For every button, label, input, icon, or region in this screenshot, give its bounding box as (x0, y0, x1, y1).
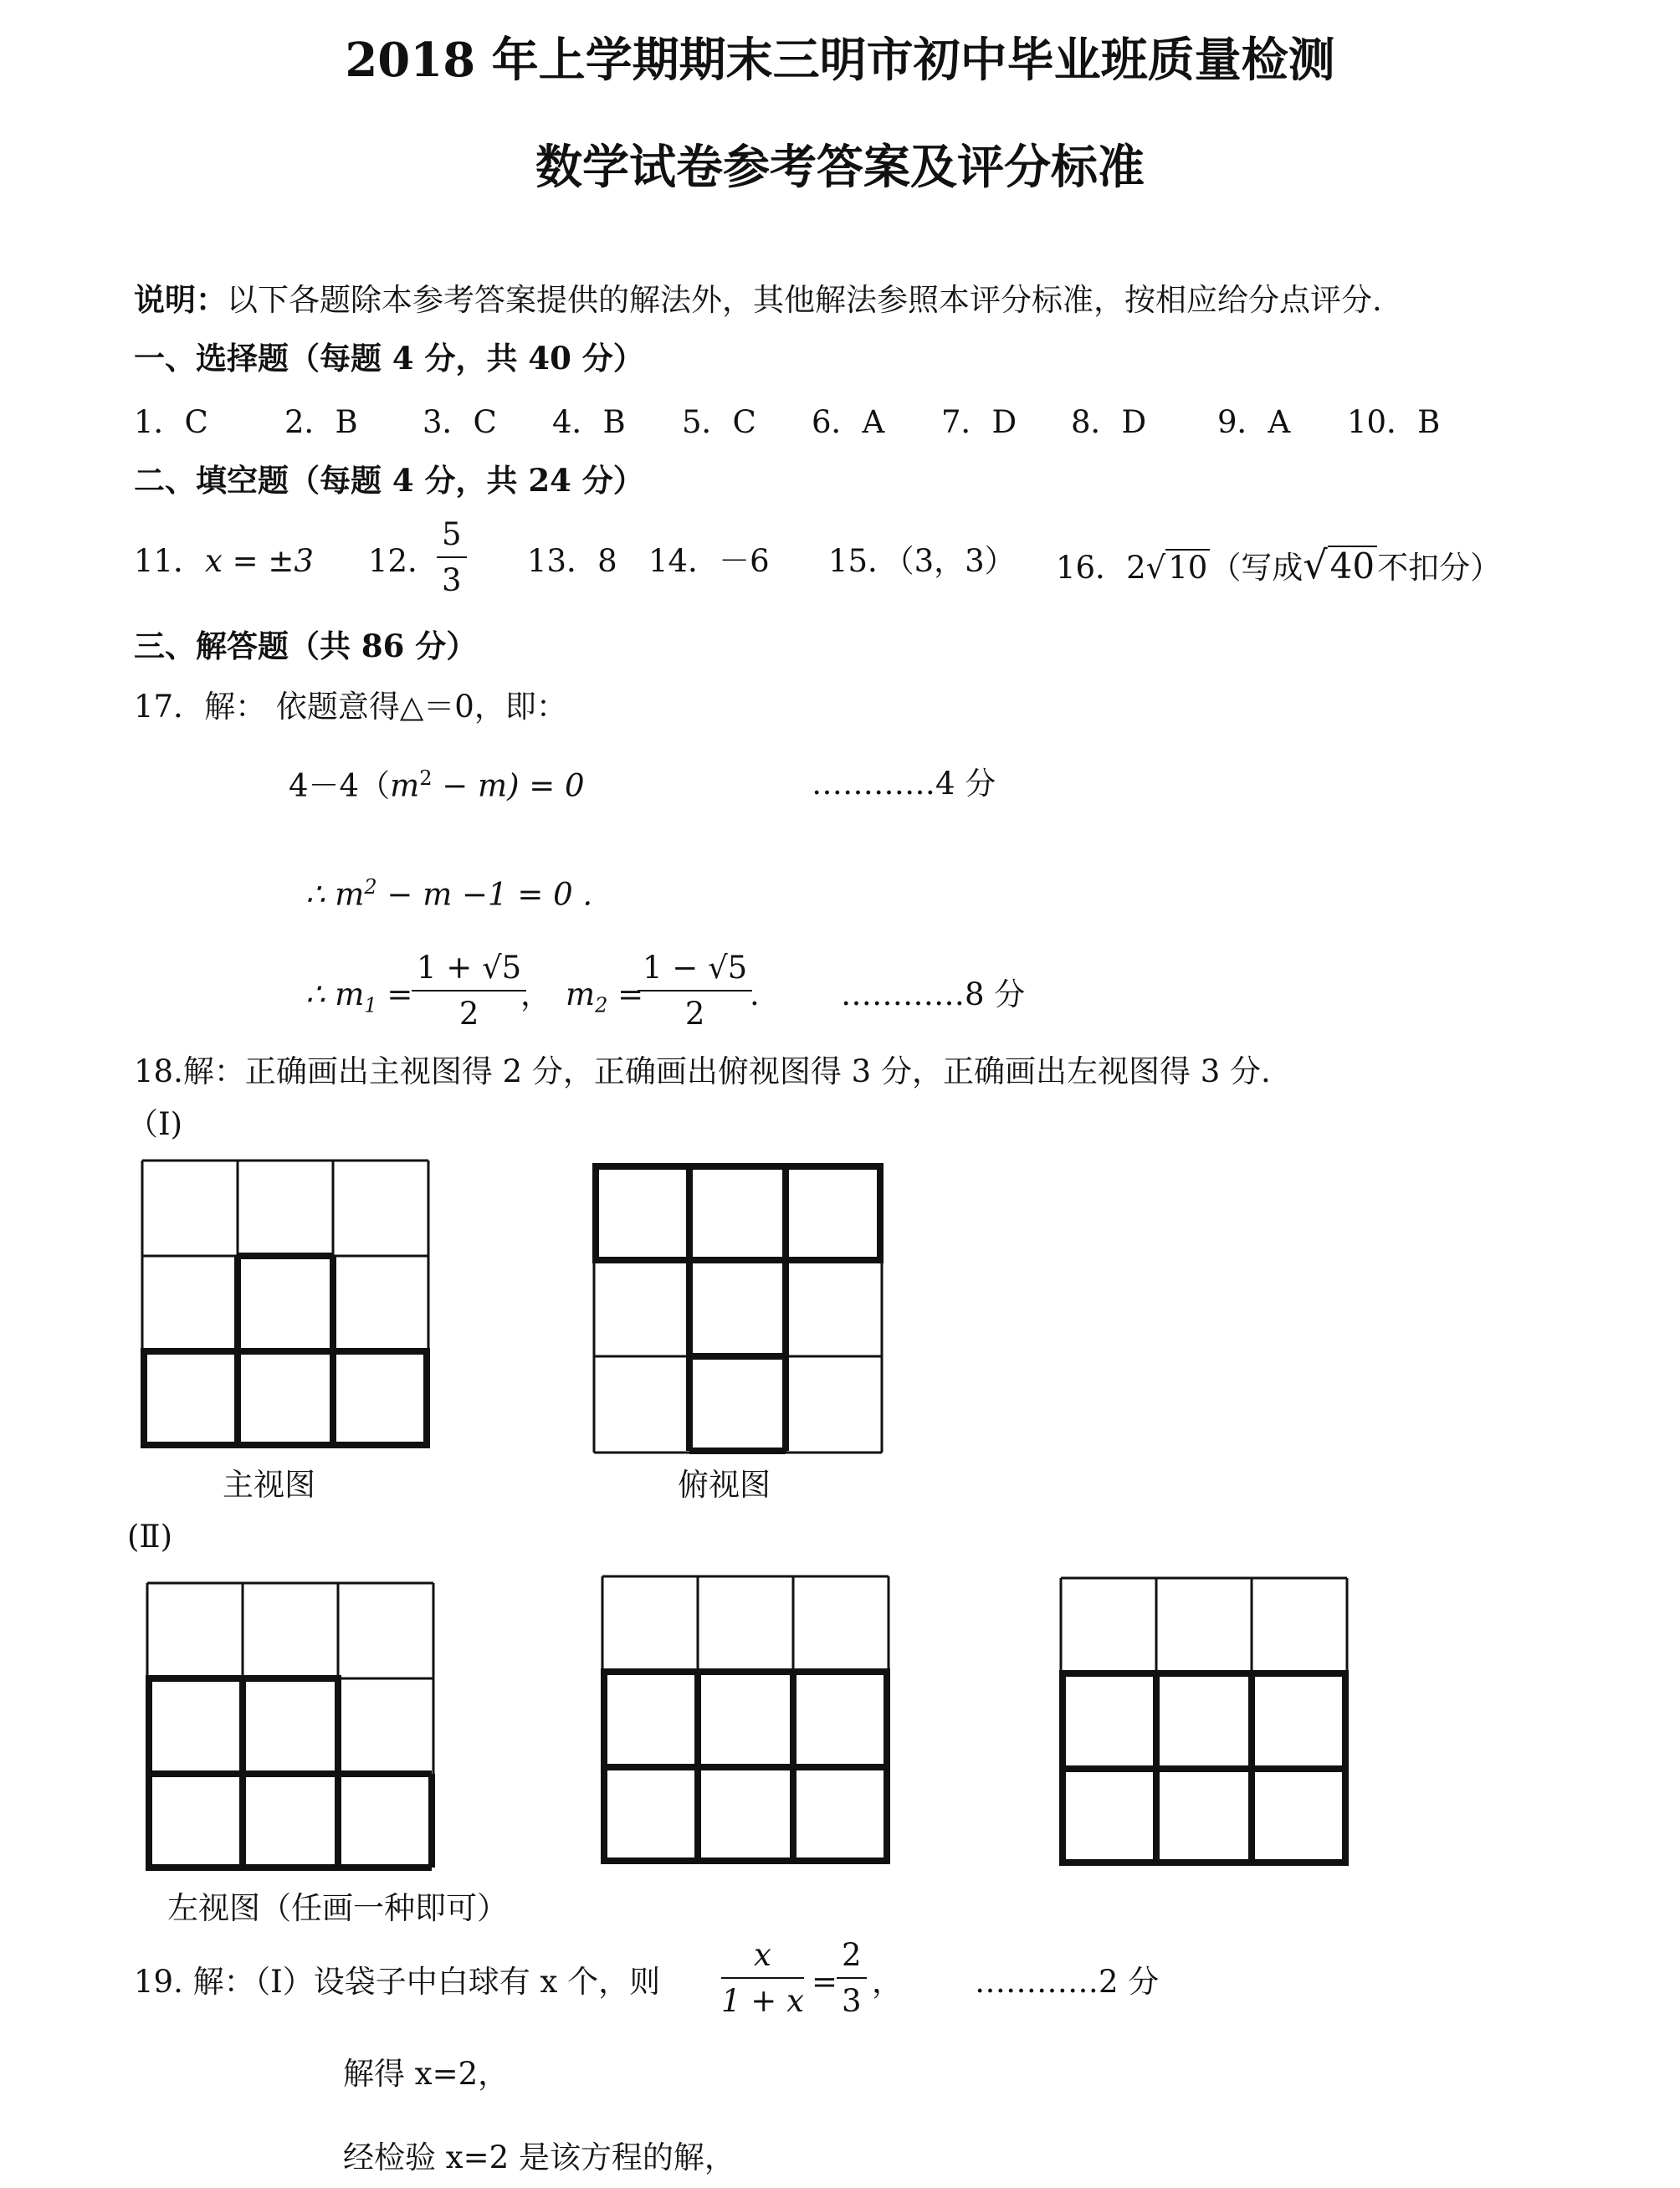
q17-eq3-sub2: 2 (595, 993, 608, 1017)
q18-part-2-label: (Ⅱ) (127, 1519, 173, 1555)
q17-eq1-m: m (390, 767, 420, 804)
page-title: 2018 年上学期期末三明市初中毕业班质量检测 (345, 33, 1335, 88)
q19-equals: = (812, 1964, 838, 2000)
top-view-caption: 俯视图 (678, 1467, 771, 1503)
q19-fraction-1 (721, 1937, 804, 2019)
choice-answer-6: 6．A (812, 404, 885, 440)
q17-eq3-denominator-2: 2 (684, 996, 705, 1032)
front-view-caption: 主视图 (223, 1467, 315, 1503)
q17-eq3-eq2: = (607, 976, 644, 1012)
q18-part-1-label: （Ⅰ) (127, 1106, 183, 1142)
q19-score: …………2 分 (975, 1964, 1160, 2000)
choice-answer-1: 1．C (134, 404, 208, 440)
q17-eq3-fraction-1 (412, 950, 526, 1032)
q17-eq3-period: . (750, 976, 760, 1012)
choice-answer-8: 8．D (1071, 404, 1147, 440)
q19-fraction-1-numerator: x (721, 1939, 804, 1979)
left-view-option-1 (146, 1581, 435, 1871)
q17-eq3-lhs (305, 976, 413, 1017)
note (134, 281, 1382, 318)
choice-answer-7: 7．D (941, 404, 1017, 440)
q17-eq1-pre: 4－4（ (289, 767, 391, 804)
q19-fraction-2-denominator: 3 (842, 1983, 862, 2019)
choice-answer-9: 9．A (1217, 404, 1291, 440)
q17-eq3-fraction-2 (638, 950, 752, 1032)
fill-q12-number: 12． (368, 543, 439, 579)
q19-comma: ， (872, 1964, 903, 2000)
fill-q13: 13．8 (527, 543, 617, 579)
q17-eq3-m1: ∴ m (305, 976, 365, 1012)
fill-q16-radicand: 10 (1165, 549, 1210, 583)
note-text: 以下各题除本参考答案提供的解法外，其他解法参照本评分标准，按相应给分点评分. (227, 282, 1382, 318)
q17-eq3-numerator-2: 1 − √5 (638, 952, 752, 992)
choice-answer-3: 3．C (423, 404, 497, 440)
q17-eq2-post: − m −1 = 0 . (376, 876, 593, 913)
q17-eq3-numerator-1: 1 + √5 (412, 952, 526, 992)
left-view-option-3 (1059, 1576, 1349, 1866)
q17-intro: 17．解： 依题意得△＝0，即： (134, 689, 567, 725)
q18-intro: 18.解：正确画出主视图得 2 分，正确画出俯视图得 3 分，正确画出左视图得 3 分. (134, 1053, 1271, 1089)
q17-equation-2 (305, 875, 593, 913)
fill-q16-note-pre: （写成 (1210, 550, 1304, 586)
fill-q11-number: 11． (134, 543, 205, 579)
fill-q14: 14．－6 (648, 543, 770, 579)
q17-score-2: …………8 分 (841, 976, 1026, 1012)
fill-q16-note-post: 不扣分） (1377, 550, 1502, 586)
page-subtitle: 数学试卷参考答案及评分标准 (535, 140, 1145, 195)
q17-eq2-exponent: 2 (364, 875, 377, 899)
fill-q16-coefficient: 2 (1126, 550, 1146, 586)
fill-q12-numerator: 5 (437, 519, 467, 558)
left-view-caption: 左视图（任画一种即可） (167, 1890, 508, 1926)
sqrt-sign-icon: √ (1145, 550, 1166, 586)
q17-eq3-comma: ， (520, 976, 551, 1012)
q17-eq2-pre: ∴ m (305, 876, 365, 913)
q17-eq3-m2: m (566, 976, 596, 1012)
q19-line-1: 19. 解：（Ⅰ）设袋子中白球有 x 个，则 (134, 1964, 661, 2000)
top-view-diagram (592, 1163, 885, 1456)
section3-heading: 三、解答题（共 86 分） (134, 628, 478, 664)
section2-heading: 二、填空题（每题 4 分，共 24 分） (134, 462, 644, 499)
q19-line-3: 经检验 x=2 是该方程的解， (343, 2139, 735, 2175)
fill-q16 (1056, 542, 1502, 587)
choice-answer-4: 4．B (552, 404, 626, 440)
choice-answer-10: 10．B (1347, 404, 1441, 440)
q17-equation-1 (289, 766, 585, 804)
q17-eq3-eq1: = (376, 976, 413, 1012)
section1-heading: 一、选择题（每题 4 分，共 40 分） (134, 340, 644, 377)
front-view-diagram (141, 1159, 430, 1448)
fill-q12-fraction (437, 516, 467, 598)
q19-line-2: 解得 x=2， (343, 2056, 510, 2092)
fill-q16-note-radicand: 40 (1328, 546, 1377, 584)
note-label: 说明： (134, 281, 227, 318)
sqrt-sign-icon-2: √ (1303, 542, 1328, 587)
q19-fraction-2 (837, 1937, 867, 2019)
q19-fraction-2-numerator: 2 (837, 1939, 867, 1979)
choice-answer-2: 2．B (284, 404, 358, 440)
fill-q11-answer: x = ±3 (205, 543, 314, 579)
q17-eq3-rhs (566, 976, 644, 1017)
fill-q12-denominator: 3 (442, 562, 462, 598)
q17-eq1-exponent: 2 (419, 766, 433, 790)
q17-eq1-post: − m) = 0 (432, 767, 585, 804)
fill-q15: 15．（3，3） (828, 543, 1016, 579)
left-view-option-2 (601, 1575, 890, 1864)
q17-eq3-denominator-1: 2 (458, 996, 479, 1032)
q19-fraction-1-denominator: 1 + x (721, 1983, 804, 2019)
fill-q16-number: 16． (1056, 550, 1127, 586)
q17-score-1: …………4 分 (812, 766, 996, 802)
choice-answer-5: 5．C (682, 404, 756, 440)
q17-eq3-sub1: 1 (364, 993, 377, 1017)
